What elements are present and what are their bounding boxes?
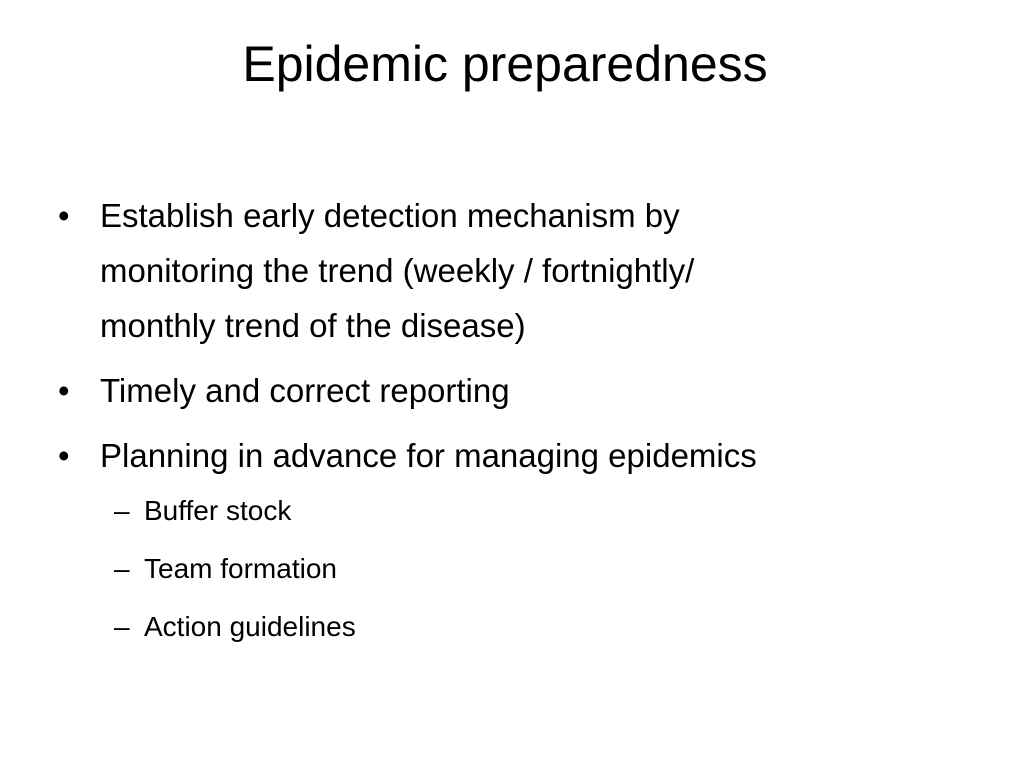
bullet-marker: • [58, 197, 70, 234]
bullet-line: Planning in advance for managing epidemics [100, 437, 757, 474]
bullet-timely-reporting [58, 363, 958, 418]
bullet-line: monthly trend of the disease) [100, 307, 526, 344]
sub-bullet-text: Team formation [144, 553, 337, 584]
bullet-line: Establish early detection mechanism by [100, 197, 680, 234]
bullet-line: Timely and correct reporting [100, 372, 510, 409]
sub-bullet-text: Action guidelines [144, 611, 356, 642]
sub-bullet-buffer-stock [58, 493, 958, 529]
sub-bullet-team-formation [58, 551, 958, 587]
sub-bullet-marker: – [114, 553, 130, 584]
sub-bullet-text: Buffer stock [144, 495, 292, 526]
bullet-marker: • [58, 437, 70, 474]
bullet-marker: • [58, 372, 70, 409]
bullet-planning [58, 428, 958, 483]
sub-bullet-marker: – [114, 495, 130, 526]
slide-title: Epidemic preparedness [242, 36, 768, 92]
bullet-list [58, 188, 958, 667]
sub-bullet-marker: – [114, 611, 130, 642]
bullet-line: monitoring the trend (weekly / fortnightly/ [100, 252, 695, 289]
bullet-early-detection [58, 188, 958, 353]
sub-bullet-action-guidelines [58, 609, 958, 645]
